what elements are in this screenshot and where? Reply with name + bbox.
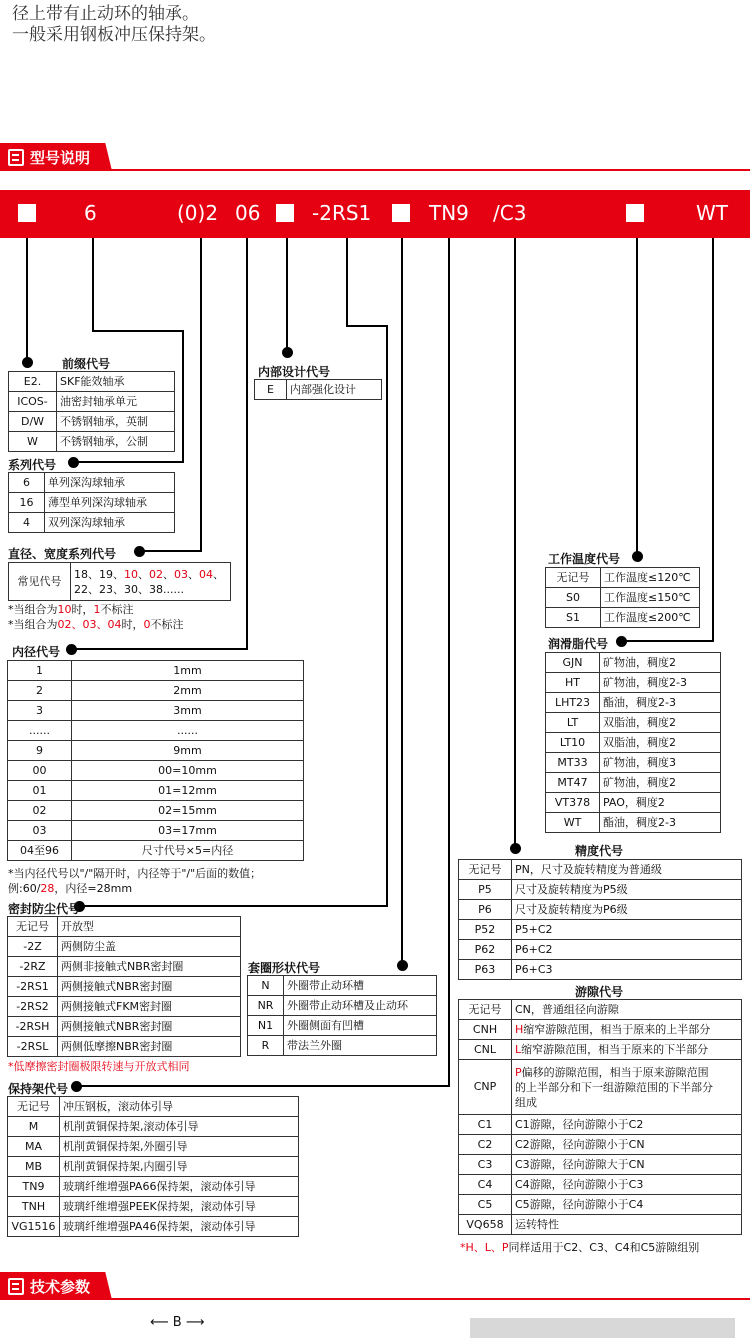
table-row: 9 9mm: [8, 741, 304, 761]
table-row: MB 机削黄铜保持架,内圈引导: [8, 1157, 299, 1177]
table-row: -2RS1 两侧接触式NBR密封圈: [8, 977, 241, 997]
section-title: 技术参数: [30, 1278, 91, 1296]
table-row: 02 02=15mm: [8, 801, 304, 821]
table-row: P52 P5+C2: [459, 920, 742, 940]
table-row: C5 C5游隙，径向游隙小于C4: [459, 1195, 742, 1215]
diam-title: 直径、宽度系列代号: [8, 547, 117, 561]
seal-note: *低摩擦密封圈极限转速与开放式相同: [8, 1060, 190, 1073]
bore-note-1: *当内径代号以"/"隔开时，内径等于"/"后面的数值；: [8, 867, 262, 880]
bore-note-2: 例:60/28，内径=28mm: [8, 882, 133, 895]
bore-title: 内径代号: [12, 645, 61, 659]
table-row: M 机削黄铜保持架,滚动体引导: [8, 1117, 299, 1137]
table-row: E2. SKF能效轴承: [9, 372, 175, 392]
table-row: LT10 双脂油，稠度2: [546, 733, 721, 753]
table-row: R 带法兰外圈: [248, 1036, 437, 1056]
table-row: TNH 玻璃纤维增强PEEK保持架，滚动体引导: [8, 1197, 299, 1217]
table-row: MT33 矿物油，稠度3: [546, 753, 721, 773]
table-row: S1 工作温度≤200℃: [546, 608, 700, 628]
temp-table: [545, 567, 700, 628]
diam-dot: [134, 546, 145, 557]
table-row: CNH H缩窄游隙范围，相当于原来的上半部分: [459, 1020, 742, 1040]
table-row: 4 双列深沟球轴承: [9, 513, 175, 533]
table-row: VT378 PAO，稠度2: [546, 793, 721, 813]
table-row: C4 C4游隙，径向游隙小于C3: [459, 1175, 742, 1195]
table-row: 无记号 冲压钢板，滚动体引导: [8, 1097, 299, 1117]
intro-line-1: 径上带有止动环的轴承。: [12, 4, 199, 24]
ring-table: [247, 975, 437, 1056]
intro-line-2: 一般采用钢板冲压保持架。: [12, 25, 216, 45]
table-row: C3 C3游隙，径向游隙大于CN: [459, 1155, 742, 1175]
table-row: 03 03=17mm: [8, 821, 304, 841]
code-series: 6: [84, 201, 97, 225]
table-row: 01 01=12mm: [8, 781, 304, 801]
table-row: MT47 矿物油，稠度2: [546, 773, 721, 793]
section-title: 型号说明: [30, 149, 91, 167]
precision-title: 精度代号: [575, 844, 624, 858]
table-row: D/W 不锈钢轴承，英制: [9, 412, 175, 432]
table-row: HT 矿物油，稠度2-3: [546, 673, 721, 693]
seal-table: [7, 916, 241, 1057]
table-row: VG1516 玻璃纤维增强PA46保持架，滚动体引导: [8, 1217, 299, 1237]
internal-title: 内部设计代号: [258, 365, 331, 379]
table-row: P62 P6+C2: [459, 940, 742, 960]
code-grease: WT: [696, 201, 728, 225]
table-row: S0 工作温度≤150℃: [546, 588, 700, 608]
table-row: 16 薄型单列深沟球轴承: [9, 493, 175, 513]
table-row: 6 单列深沟球轴承: [9, 473, 175, 493]
table-row: CNP P偏移的游隙范围，相当于原来游隙范围 的上半部分和下一组游隙范围的下半部分 组成: [459, 1060, 742, 1115]
internal-table: [254, 379, 382, 400]
diam-table: 常见代号 18、19、10、02、03、04、 22、23、30、38......: [8, 562, 231, 601]
table-row: W 不锈钢轴承，公制: [9, 432, 175, 452]
table-row: C1 C1游隙，径向游隙小于C2: [459, 1115, 742, 1135]
prefix-dot: [22, 357, 33, 368]
table-row: 无记号 PN，尺寸及旋转精度为普通级: [459, 860, 742, 880]
table-row: 1 1mm: [8, 661, 304, 681]
table-row: 2 2mm: [8, 681, 304, 701]
table-row: CNL L缩窄游隙范围，相当于原来的下半部分: [459, 1040, 742, 1060]
section-header-tech: [0, 1272, 750, 1300]
table-row: ICOS- 油密封轴承单元: [9, 392, 175, 412]
bore-table: [7, 660, 304, 861]
table-row: 3 3mm: [8, 701, 304, 721]
bearing-image: [470, 1318, 735, 1338]
code-cage: TN9: [429, 201, 469, 225]
cage-title: 保持架代号: [8, 1082, 69, 1096]
series-dot: [68, 457, 79, 468]
prefix-title: 前缀代号: [62, 357, 111, 371]
table-row: -2RSH 两侧接触式NBR密封圈: [8, 1017, 241, 1037]
clearance-note: *H、L、P同样适用于C2、C3、C4和C5游隙组别: [460, 1241, 700, 1254]
code-dim-series: (0)2: [177, 201, 219, 225]
diam-note-1: *当组合为10时，1不标注: [8, 603, 134, 616]
table-row: P5 尺寸及旋转精度为P5级: [459, 880, 742, 900]
ring-dot: [397, 960, 408, 971]
table-row: NR 外圈带止动环槽及止动环: [248, 996, 437, 1016]
table-row: LT 双脂油，稠度2: [546, 713, 721, 733]
code-seal: -2RS1: [312, 201, 372, 225]
table-row: P63 P6+C3: [459, 960, 742, 980]
table-row: WT 酯油，稠度2-3: [546, 813, 721, 833]
table-row: 无记号 工作温度≤120℃: [546, 568, 700, 588]
table-row: MA 机削黄铜保持架,外圈引导: [8, 1137, 299, 1157]
table-row: 04至96 尺寸代号×5=内径: [8, 841, 304, 861]
table-row: VQ658 运转特性: [459, 1215, 742, 1235]
code-clearance: /C3: [493, 201, 527, 225]
table-row: P6 尺寸及旋转精度为P6级: [459, 900, 742, 920]
prefix-table: [8, 371, 175, 452]
table-row: -2RS2 两侧接触式FKM密封圈: [8, 997, 241, 1017]
code-bore: 06: [235, 201, 261, 225]
table-row: -2Z 两侧防尘盖: [8, 937, 241, 957]
series-title: 系列代号: [8, 458, 57, 472]
seal-title: 密封防尘代号: [8, 902, 81, 916]
document-icon: [8, 1278, 24, 1295]
clearance-table: [458, 999, 742, 1235]
table-row: GJN 矿物油，稠度2: [546, 653, 721, 673]
dimension-b: ⟵ B ⟶: [150, 1315, 205, 1330]
series-table: [8, 472, 175, 533]
internal-dot: [282, 347, 293, 358]
table-row: C2 C2游隙，径向游隙小于CN: [459, 1135, 742, 1155]
precision-table: [458, 859, 742, 980]
cage-dot: [71, 1081, 82, 1092]
table-row: 无记号 CN，普通组径向游隙: [459, 1000, 742, 1020]
table-row: N1 外圈侧面有凹槽: [248, 1016, 437, 1036]
ring-title: 套圈形状代号: [248, 961, 321, 975]
table-row: 无记号 开放型: [8, 917, 241, 937]
grease-title: 润滑脂代号: [548, 637, 609, 651]
cage-table: [7, 1096, 299, 1237]
table-row: N 外圈带止动环槽: [248, 976, 437, 996]
table-row: -2RZ 两侧非接触式NBR密封圈: [8, 957, 241, 977]
temp-dot: [632, 551, 643, 562]
table-row: 00 00=10mm: [8, 761, 304, 781]
bore-dot: [66, 644, 77, 655]
table-row: LHT23 酯油，稠度2-3: [546, 693, 721, 713]
table-row: -2RSL 两侧低摩擦NBR密封圈: [8, 1037, 241, 1057]
table-row: ...... ......: [8, 721, 304, 741]
temp-title: 工作温度代号: [548, 552, 621, 566]
table-row: E 内部强化设计: [255, 380, 382, 400]
table-row: TN9 玻璃纤维增强PA66保持架，滚动体引导: [8, 1177, 299, 1197]
precision-dot: [510, 843, 521, 854]
diam-note-2: *当组合为02、03、04时，0不标注: [8, 618, 184, 631]
clearance-title: 游隙代号: [575, 985, 624, 999]
grease-dot: [616, 636, 627, 647]
grease-table: [545, 652, 721, 833]
